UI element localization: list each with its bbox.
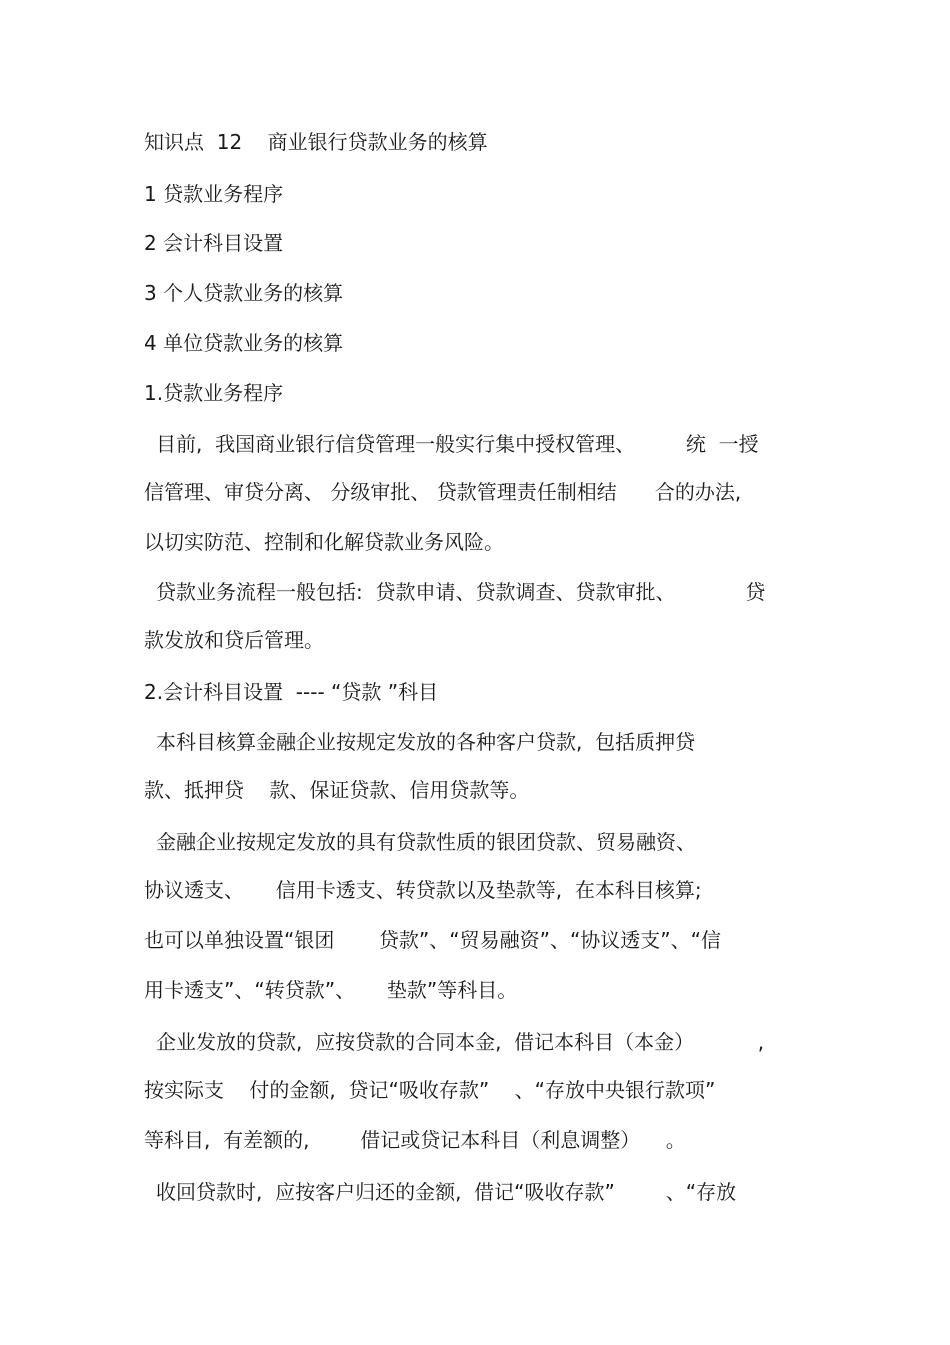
section-heading: 2.会计科目设置 ---- “贷款 ”科目	[144, 680, 439, 704]
page-title: 知识点 12 商业银行贷款业务的核算	[144, 130, 488, 154]
paragraph-line: 贷款业务流程一般包括: 贷款申请、贷款调查、贷款审批、 贷	[156, 580, 766, 604]
toc-item: 1 贷款业务程序	[144, 182, 284, 206]
paragraph-line: 目前, 我国商业银行信贷管理一般实行集中授权管理、 统 一授	[156, 432, 759, 456]
paragraph-line: 也可以单独设置“银团 贷款”、“贸易融资”、“协议透支”、“信	[144, 928, 722, 952]
paragraph-line: 等科目, 有差额的, 借记或贷记本科目（利息调整） 。	[144, 1128, 686, 1152]
paragraph-line: 信管理、审贷分离、 分级审批、 贷款管理责任制相结 合的办法,	[144, 480, 742, 504]
paragraph-line: 本科目核算金融企业按规定发放的各种客户贷款, 包括质押贷	[156, 730, 696, 754]
paragraph-line: 用卡透支”、“转贷款”、 垫款”等科目。	[144, 978, 518, 1002]
section-heading: 1.贷款业务程序	[144, 381, 284, 405]
paragraph-line: 以切实防范、控制和化解贷款业务风险。	[144, 530, 504, 554]
paragraph-line: 金融企业按规定发放的具有贷款性质的银团贷款、贸易融资、	[156, 830, 696, 854]
toc-item: 4 单位贷款业务的核算	[144, 331, 344, 355]
toc-item: 3 个人贷款业务的核算	[144, 281, 344, 305]
paragraph-line: 企业发放的贷款, 应按贷款的合同本金, 借记本科目（本金） ,	[156, 1030, 765, 1054]
paragraph-line: 款、抵押贷 款、保证贷款、信用贷款等。	[144, 778, 530, 802]
toc-item: 2 会计科目设置	[144, 231, 284, 255]
paragraph-line: 款发放和贷后管理。	[144, 628, 324, 652]
paragraph-line: 按实际支 付的金额, 贷记“吸收存款” 、“存放中央银行款项”	[144, 1078, 716, 1102]
paragraph-line: 收回贷款时, 应按客户归还的金额, 借记“吸收存款” 、“存放	[156, 1180, 737, 1204]
paragraph-line: 协议透支、 信用卡透支、转贷款以及垫款等, 在本科目核算;	[144, 878, 702, 902]
